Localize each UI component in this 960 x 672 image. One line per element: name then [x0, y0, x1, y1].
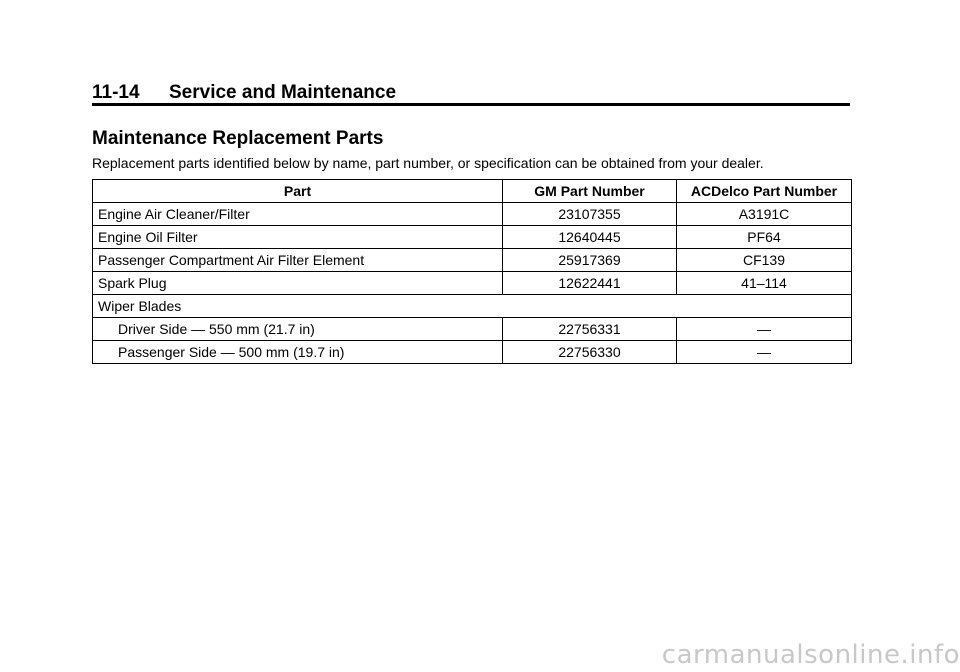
acdelco-part-number: CF139	[677, 249, 852, 272]
acdelco-part-number: —	[677, 318, 852, 341]
gm-part-number: 25917369	[503, 249, 677, 272]
table-row	[93, 203, 852, 226]
table-row	[93, 272, 852, 295]
table-row	[93, 318, 852, 341]
page-header	[92, 82, 850, 104]
column-header-part: Part	[93, 180, 503, 203]
column-header-gm-part-number: GM Part Number	[503, 180, 677, 203]
acdelco-part-number: PF64	[677, 226, 852, 249]
table-row-group-heading	[93, 295, 852, 318]
acdelco-part-number: A3191C	[677, 203, 852, 226]
acdelco-part-number: 41–114	[677, 272, 852, 295]
parts-table	[92, 179, 852, 364]
table-row	[93, 226, 852, 249]
part-name: Engine Oil Filter	[93, 226, 503, 249]
intro-paragraph: Replacement parts identified below by name, part number, or specification can be obtained from your dealer.	[92, 155, 764, 171]
part-name: Spark Plug	[93, 272, 503, 295]
table-row	[93, 341, 852, 364]
gm-part-number: 22756331	[503, 318, 677, 341]
gm-part-number: 22756330	[503, 341, 677, 364]
part-group-name: Wiper Blades	[93, 295, 852, 318]
section-title: Service and Maintenance	[169, 82, 397, 103]
part-name: Passenger Side — 500 mm (19.7 in)	[93, 341, 503, 364]
column-header-acdelco-part-number: ACDelco Part Number	[677, 180, 852, 203]
header-divider	[92, 103, 850, 106]
page-number: 11-14	[92, 82, 140, 103]
part-name: Engine Air Cleaner/Filter	[93, 203, 503, 226]
page-title: Maintenance Replacement Parts	[92, 128, 384, 149]
table-row	[93, 249, 852, 272]
gm-part-number: 23107355	[503, 203, 677, 226]
part-name: Passenger Compartment Air Filter Element	[93, 249, 503, 272]
watermark: carmanualsonline.info	[661, 640, 960, 670]
gm-part-number: 12622441	[503, 272, 677, 295]
gm-part-number: 12640445	[503, 226, 677, 249]
acdelco-part-number: —	[677, 341, 852, 364]
table-header-row	[93, 180, 852, 203]
part-name: Driver Side — 550 mm (21.7 in)	[93, 318, 503, 341]
